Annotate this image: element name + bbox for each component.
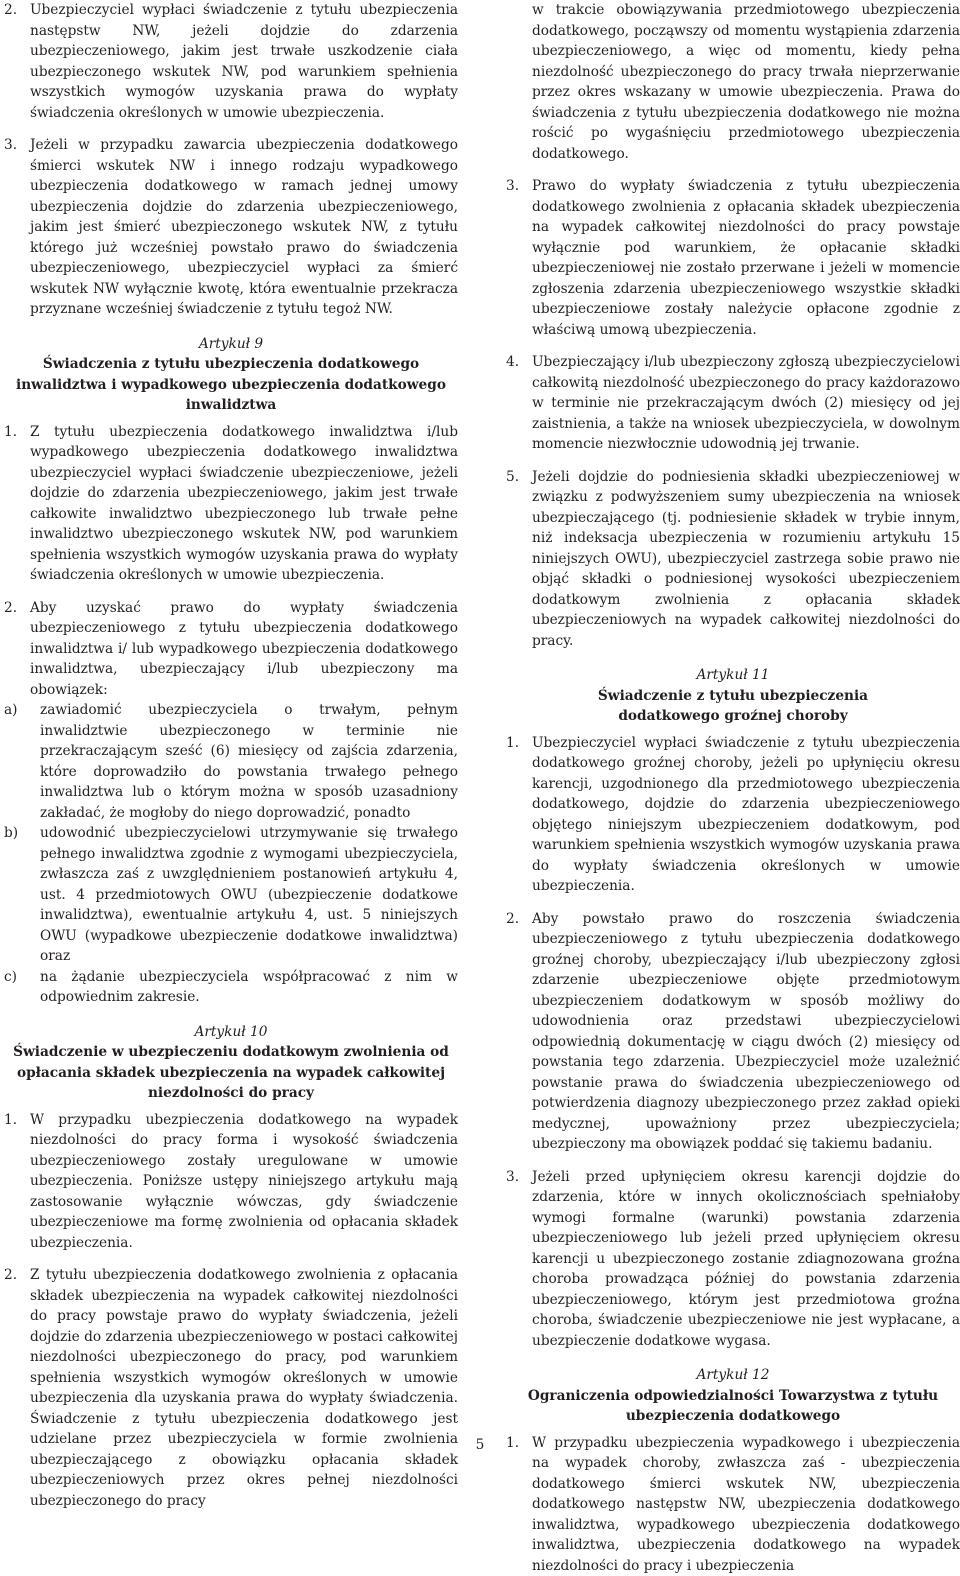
sub-item-b xyxy=(4,823,458,967)
item-number: 3. xyxy=(506,176,519,197)
item-number: 1. xyxy=(506,1433,519,1454)
paragraph-3 xyxy=(506,176,960,340)
sub-item-letter: c) xyxy=(4,967,17,988)
item-number: 1. xyxy=(4,1110,17,1131)
item-number: 3. xyxy=(506,1167,519,1188)
article-11-paragraph-2 xyxy=(506,909,960,1155)
article-12-paragraph-1 xyxy=(506,1433,960,1576)
article-9-paragraph-1 xyxy=(4,422,458,586)
item-number: 2. xyxy=(506,909,519,930)
left-column xyxy=(4,0,458,1511)
article-9-title: Artykuł 9 xyxy=(4,334,458,355)
paragraph-text: Prawo do wypłaty świadczenia z tytułu ubezpieczenia dodatkowego zwolnienia z opłacania składek ubezpieczenia na wypadek całkowitej niezdolności do pracy powstaje wyłącznie pod warunkiem, że opłacanie składki ubezpieczeniowej nie zostało przerwane i jeżeli w momencie zgłoszenia zdarzenia ubezpieczeniowego wszystkie składki ubezpieczeniowe zostały należycie opłacone zgodnie z właściwą umową ubezpieczenia. xyxy=(532,178,960,338)
paragraph-text: w trakcie obowiązywania przedmiotowego ubezpieczenia dodatkowego, począwszy od momentu wystąpienia zdarzenia ubezpieczeniowego, a więc od momentu, kiedy pełna niezdolność ubezpieczonego do pracy trwała nieprzerwanie przez okres wskazany w umowie ubezpieczenia. Prawa do świadczenia z tytułu ubezpieczenia dodatkowego nie można rościć po wygaśnięciu przedmiotowego ubezpieczenia dodatkowego. xyxy=(532,2,960,162)
paragraph-text: Jeżeli dojdzie do podniesienia składki ubezpieczeniowej w związku z podwyższeniem sumy ubezpieczenia na wniosek ubezpieczającego (tj. podniesienie składek w trybie innym, niż indeksacja ubezpieczenia w rozumieniu artykułu 15 niniejszych OWU), ubezpieczyciel zastrzega sobie prawo nie objąć składki o podniesionej wysokości ubezpieczeniem dodatkowym zwolnienia z opłacania składek ubezpieczeniowych na wypadek całkowitej niezdolności do pracy. xyxy=(532,469,960,649)
item-number: 4. xyxy=(506,352,519,373)
paragraph-text: W przypadku ubezpieczenia dodatkowego na wypadek niezdolności do pracy forma i wysokość świadczenia ubezpieczeniowego zostały uregulowane w umowie ubezpieczenia. Poniższe ustępy niniejszego artykułu mają zastosowanie wyłącznie wówczas, gdy świadczenie ubezpieczeniowe ma formę zwolnienia od opłacania składek ubezpieczenia. xyxy=(30,1112,458,1251)
paragraph-text: Ubezpieczyciel wypłaci świadczenie z tytułu ubezpieczenia następstw NW, jeżeli dojdzie do zdarzenia ubezpieczeniowego, jakim jest trwałe uszkodzenie ciała ubezpieczonego wskutek NW, pod warunkiem spełnienia wszystkich wymogów uzyskania prawa do wypłaty świadczenia określonych w umowie ubezpieczenia. xyxy=(30,2,458,121)
item-number: 1. xyxy=(4,422,17,443)
sub-item-letter: a) xyxy=(4,700,18,721)
paragraph-text: Jeżeli przed upłynięciem okresu karencji dojdzie do zdarzenia, które w innych okolicznościach spełniałoby wymogi formalne (warunki) powstania zdarzenia ubezpieczeniowego lub jeżeli przed upłynięciem okresu karencji u ubezpieczonego zostanie zdiagnozowana groźna choroba prowadząca później do powstania zdarzenia ubezpieczeniowego, którym jest przedmiotowa groźna choroba, świadczenie ubezpieczeniowe nie jest wypłacane, a ubezpieczenie dodatkowe wygasa. xyxy=(532,1169,960,1349)
sub-item-a xyxy=(4,700,458,823)
article-12-heading: Ograniczenia odpowiedzialności Towarzystwa z tytułu ubezpieczenia dodatkowego xyxy=(506,1386,960,1427)
paragraph-3 xyxy=(4,135,458,320)
page-number: 5 xyxy=(0,1437,960,1453)
paragraph-4 xyxy=(506,352,960,455)
item-number: 1. xyxy=(506,733,519,754)
paragraph-text: Aby uzyskać prawo do wypłaty świadczenia ubezpieczeniowego z tytułu ubezpieczenia dodatkowego inwalidztwa i/ lub wypadkowego ubezpieczenia dodatkowego inwalidztwa, ubezpieczający i/lub ubezpieczony ma obowiązek: xyxy=(30,600,458,698)
continued-paragraph xyxy=(506,0,960,164)
paragraph-5 xyxy=(506,467,960,652)
item-number: 2. xyxy=(4,598,17,619)
article-12-title: Artykuł 12 xyxy=(506,1365,960,1386)
paragraph-text: Z tytułu ubezpieczenia dodatkowego inwalidztwa i/lub wypadkowego ubezpieczenia dodatkowego inwalidztwa ubezpieczyciel wypłaci świadczenie ubezpieczeniowe, jeżeli dojdzie do zdarzenia ubezpieczeniowego, jakim jest trwałe całkowite inwalidztwo ubezpieczonego lub trwałe pełne inwalidztwo ubezpieczonego wskutek NW, pod warunkiem spełnienia wszystkich wymogów uzyskania prawa do wypłaty świadczenia określonych w umowie ubezpieczenia. xyxy=(30,424,458,584)
item-number: 3. xyxy=(4,135,17,156)
paragraph-text: Ubezpieczający i/lub ubezpieczony zgłoszą ubezpieczycielowi całkowitą niezdolność ubezpieczonego do pracy każdorazowo w terminie nie przekraczającym dwóch (2) miesięcy od jej zaistnienia, a także na wniosek ubezpieczyciela, w dowolnym momencie niezwłocznie udowodnią jej trwanie. xyxy=(532,354,960,452)
item-number: 2. xyxy=(4,0,17,21)
paragraph-2 xyxy=(4,0,458,123)
article-11-paragraph-1 xyxy=(506,733,960,897)
paragraph-text: Aby powstało prawo do roszczenia świadczenia ubezpieczeniowego z tytułu ubezpieczenia dodatkowego groźnej choroby, ubezpieczający i/lub ubezpieczony zgłosi zdarzenie ubezpieczeniowe objęte przedmiotowym ubezpieczeniem dodatkowym w sposób możliwy do udowodnienia oraz przedstawi ubezpieczycielowi odpowiednią dokumentację w ciągu dwóch (2) miesięcy od powstania tego zdarzenia. Ubezpieczyciel może uzależnić powstanie prawa do świadczenia ubezpieczeniowego od potwierdzenia diagnozy ubezpieczonego przez zakład opieki medycznej, upoważniony przez ubezpieczyciela; ubezpieczony ma obowiązek poddać się takiemu badaniu. xyxy=(532,911,960,1153)
sub-item-c xyxy=(4,967,458,1008)
sub-item-letter: b) xyxy=(4,823,18,844)
paragraph-text: W przypadku ubezpieczenia wypadkowego i ubezpieczenia na wypadek choroby, zwłaszcza zaś - ubezpieczenia dodatkowego śmierci wskutek NW, ubezpieczenia dodatkowego następstw NW, ubezpieczenia dodatkowego inwalidztwa, wypadkowego ubezpieczenia dodatkowego inwalidztwa, ubezpieczenia dodatkowego na wypadek niezdolności do pracy i ubezpieczenia xyxy=(532,1435,960,1574)
article-11-title: Artykuł 11 xyxy=(506,665,960,686)
item-number: 5. xyxy=(506,467,519,488)
sub-item-text: udowodnić ubezpieczycielowi utrzymywanie się trwałego pełnego inwalidztwa zgodnie z wymogami ubezpieczyciela, zwłaszcza zaś z uwzględnieniem postanowień artykułu 4, ust. 4 przedmiotowych OWU (ubezpieczenie dodatkowe inwalidztwa), ewentualnie artykułu 4, ust. 5 niniejszych OWU (wypadkowe ubezpieczenie dodatkowe inwalidztwa) oraz xyxy=(40,825,458,964)
article-10-paragraph-1 xyxy=(4,1110,458,1254)
paragraph-text: Jeżeli w przypadku zawarcia ubezpieczenia dodatkowego śmierci wskutek NW i innego rodzaju wypadkowego ubezpieczenia dodatkowego w ramach jednej umowy ubezpieczenia dojdzie do zdarzenia ubezpieczeniowego, jakim jest śmierć ubezpieczonego wskutek NW, z tytułu którego już wcześniej powstało prawo do świadczenia ubezpieczeniowego, ubezpieczyciel wypłaci za śmierć wskutek NW wyłącznie kwotę, która ewentualnie przekracza przyznane wcześniej świadczenie z tytułu tegoż NW. xyxy=(30,137,458,317)
article-9-heading: Świadczenia z tytułu ubezpieczenia dodatkowego inwalidztwa i wypadkowego ubezpieczenia dodatkowego inwalidztwa xyxy=(4,354,458,416)
article-11-paragraph-3 xyxy=(506,1167,960,1352)
item-number: 2. xyxy=(4,1265,17,1286)
sub-item-text: na żądanie ubezpieczyciela współpracować z nim w odpowiednim zakresie. xyxy=(40,969,458,1006)
paragraph-text: Ubezpieczyciel wypłaci świadczenie z tytułu ubezpieczenia dodatkowego groźnej choroby, jeżeli po upłynięciu okresu karencji, uzgodnionego dla przedmiotowego ubezpieczenia dodatkowego, dojdzie do zdarzenia ubezpieczeniowego objętego niniejszym ubezpieczeniem dodatkowym, pod warunkiem spełnienia wszystkich wymogów uzyskania prawa do wypłaty świadczenia określonych w umowie ubezpieczenia. xyxy=(532,735,960,895)
article-10-heading: Świadczenie w ubezpieczeniu dodatkowym zwolnienia od opłacania składek ubezpieczenia na wypadek całkowitej niezdolności do pracy xyxy=(4,1042,458,1104)
article-10-title: Artykuł 10 xyxy=(4,1022,458,1043)
sub-item-text: zawiadomić ubezpieczyciela o trwałym, pełnym inwalidztwie ubezpieczonego w terminie nie przekraczającym sześć (6) miesięcy od zajścia zdarzenia, które doprowadziło do powstania trwałego pełnego inwalidztwa lub o którym można w sposób uzasadniony zakładać, że mogłoby do niego doprowadzić, ponadto xyxy=(40,702,458,821)
right-column xyxy=(506,0,960,1576)
article-9-paragraph-2 xyxy=(4,598,458,701)
article-11-heading: Świadczenie z tytułu ubezpieczenia dodatkowego groźnej choroby xyxy=(506,686,960,727)
article-10-paragraph-2 xyxy=(4,1265,458,1511)
paragraph-text: Z tytułu ubezpieczenia dodatkowego zwolnienia z opłacania składek ubezpieczenia na wypadek całkowitej niezdolności do pracy powstaje prawo do wypłaty świadczenia, jeżeli dojdzie do zdarzenia ubezpieczeniowego w postaci całkowitej niezdolności ubezpieczonego do pracy, pod warunkiem spełnienia wszystkich wymogów określonych w umowie ubezpieczenia dla uzyskania prawa do wypłaty świadczenia. Świadczenie z tytułu ubezpieczenia dodatkowego jest udzielane przez ubezpieczyciela w formie zwolnienia ubezpieczającego z obowiązku opłacania składek ubezpieczeniowych przez okres pełnej niezdolności ubezpieczonego do pracy xyxy=(30,1267,458,1509)
